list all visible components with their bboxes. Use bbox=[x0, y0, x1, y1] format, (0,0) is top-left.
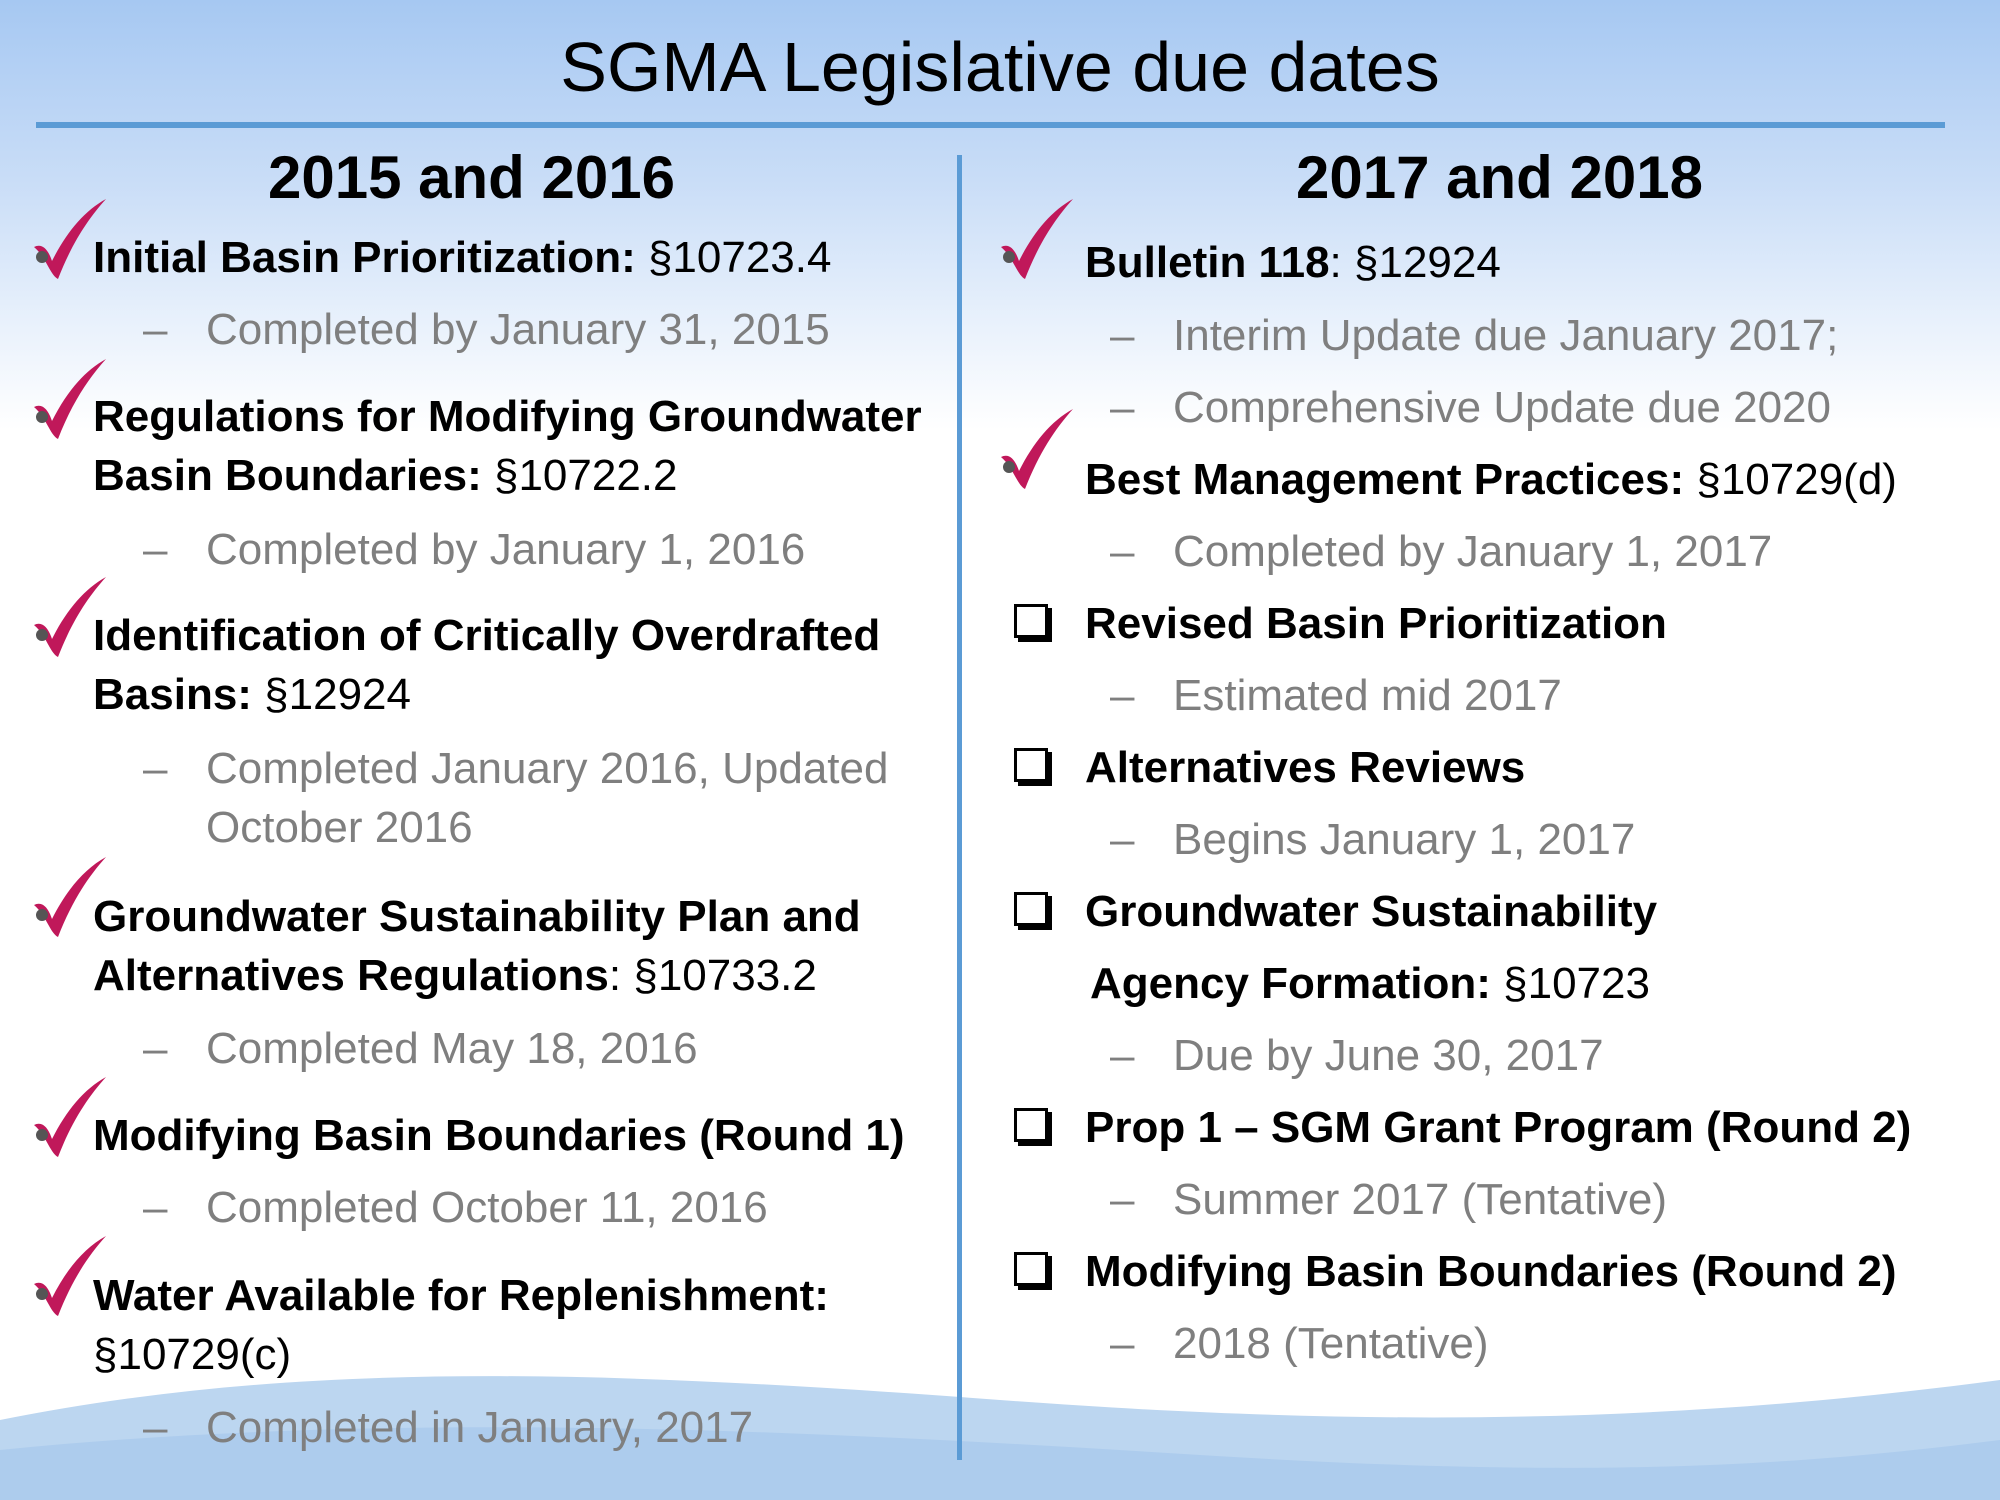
left-item-2-sub: Completed by January 1, 2016 bbox=[206, 525, 806, 574]
right-item-2 bbox=[1085, 450, 1897, 509]
right-item-7-label: Modifying Basin Boundaries (Round 2) bbox=[1085, 1247, 1897, 1296]
left-item-5-label: Modifying Basin Boundaries (Round 1) bbox=[93, 1111, 905, 1160]
dash: – bbox=[1110, 527, 1135, 576]
right-item-7 bbox=[1085, 1242, 1897, 1301]
right-item-6-sub: Summer 2017 (Tentative) bbox=[1173, 1175, 1667, 1224]
left-item-4-label-line2: Alternatives Regulations bbox=[93, 951, 609, 1000]
dash: – bbox=[143, 1403, 168, 1452]
checkbox-icon bbox=[1014, 748, 1048, 782]
left-item-2-label-line2: Basin Boundaries: bbox=[93, 451, 482, 500]
right-item-3 bbox=[1085, 594, 1667, 653]
left-item-1 bbox=[93, 228, 831, 287]
right-item-1-ref: : §12924 bbox=[1329, 238, 1501, 287]
right-item-3-label: Revised Basin Prioritization bbox=[1085, 599, 1667, 648]
left-item-4-label-line1: Groundwater Sustainability Plan and bbox=[93, 892, 861, 941]
dash: – bbox=[1110, 1319, 1135, 1368]
dash: – bbox=[1110, 383, 1135, 432]
dash: – bbox=[143, 525, 168, 574]
dash: – bbox=[1110, 311, 1135, 360]
left-item-6-ref: §10729(c) bbox=[93, 1330, 292, 1379]
right-item-7-sub: 2018 (Tentative) bbox=[1173, 1319, 1489, 1368]
right-item-4-label: Alternatives Reviews bbox=[1085, 743, 1526, 792]
left-item-6-sub: Completed in January, 2017 bbox=[206, 1403, 754, 1452]
right-item-6 bbox=[1085, 1098, 1911, 1157]
dash: – bbox=[143, 1024, 168, 1073]
left-column-heading: 2015 and 2016 bbox=[268, 144, 675, 211]
right-item-1-sub1: Interim Update due January 2017; bbox=[1173, 311, 1839, 360]
right-item-5-label-line1: Groundwater Sustainability bbox=[1085, 887, 1658, 936]
check-icon bbox=[995, 405, 1075, 495]
checkbox-icon bbox=[1014, 604, 1048, 638]
left-item-6 bbox=[93, 1266, 829, 1384]
dash: – bbox=[143, 305, 168, 354]
right-item-5-line2 bbox=[1090, 954, 1650, 1013]
left-item-2-ref: §10722.2 bbox=[481, 451, 678, 500]
left-item-5-sub: Completed October 11, 2016 bbox=[206, 1183, 768, 1232]
right-item-2-ref: §10729(d) bbox=[1684, 455, 1897, 504]
left-item-3-label-line1: Identification of Critically Overdrafted bbox=[93, 611, 881, 660]
dash: – bbox=[143, 744, 168, 793]
left-item-3-ref: §12924 bbox=[251, 670, 412, 719]
checkbox-icon bbox=[1014, 1108, 1048, 1142]
left-item-2 bbox=[93, 387, 922, 505]
right-item-1-label: Bulletin 118 bbox=[1085, 238, 1330, 287]
left-item-3 bbox=[93, 606, 880, 724]
right-item-4-sub: Begins January 1, 2017 bbox=[1173, 815, 1636, 864]
column-divider bbox=[957, 155, 962, 1460]
left-item-1-ref: §10723.4 bbox=[635, 233, 832, 282]
right-column-heading: 2017 and 2018 bbox=[1296, 144, 1703, 211]
dash: – bbox=[1110, 1031, 1135, 1080]
slide-title: SGMA Legislative due dates bbox=[560, 28, 1440, 106]
dash: – bbox=[143, 1183, 168, 1232]
left-item-6-label: Water Available for Replenishment: bbox=[93, 1271, 829, 1320]
dash: – bbox=[1110, 1175, 1135, 1224]
right-item-1 bbox=[1085, 233, 1501, 292]
left-item-3-sub-line2: October 2016 bbox=[206, 803, 473, 852]
right-item-5-ref: §10723 bbox=[1490, 959, 1650, 1008]
left-item-1-label: Initial Basin Prioritization: bbox=[93, 233, 636, 282]
left-item-2-label-line1: Regulations for Modifying Groundwater bbox=[93, 392, 922, 441]
left-item-4-ref: : §10733.2 bbox=[608, 951, 817, 1000]
right-item-1-sub2: Comprehensive Update due 2020 bbox=[1173, 383, 1832, 432]
right-item-5-sub: Due by June 30, 2017 bbox=[1173, 1031, 1604, 1080]
left-item-3-label-line2: Basins: bbox=[93, 670, 252, 719]
right-item-2-sub: Completed by January 1, 2017 bbox=[1173, 527, 1773, 576]
right-item-3-sub: Estimated mid 2017 bbox=[1173, 671, 1562, 720]
right-item-4 bbox=[1085, 738, 1525, 797]
right-item-2-label: Best Management Practices: bbox=[1085, 455, 1685, 504]
checkbox-icon bbox=[1014, 1252, 1048, 1286]
left-item-4-sub: Completed May 18, 2016 bbox=[206, 1024, 698, 1073]
left-item-3-sub-line1: Completed January 2016, Updated bbox=[206, 744, 889, 793]
left-item-3-sub bbox=[206, 739, 888, 857]
left-item-1-sub: Completed by January 31, 2015 bbox=[206, 305, 830, 354]
left-item-4 bbox=[93, 887, 861, 1005]
dash: – bbox=[1110, 671, 1135, 720]
right-item-6-label: Prop 1 – SGM Grant Program (Round 2) bbox=[1085, 1103, 1912, 1152]
title-divider bbox=[36, 122, 1945, 128]
right-item-5 bbox=[1085, 882, 1657, 941]
checkbox-icon bbox=[1014, 892, 1048, 926]
check-icon bbox=[995, 195, 1075, 285]
dash: – bbox=[1110, 815, 1135, 864]
left-item-5 bbox=[93, 1106, 905, 1165]
right-item-5-label-line2: Agency Formation: bbox=[1090, 959, 1491, 1008]
